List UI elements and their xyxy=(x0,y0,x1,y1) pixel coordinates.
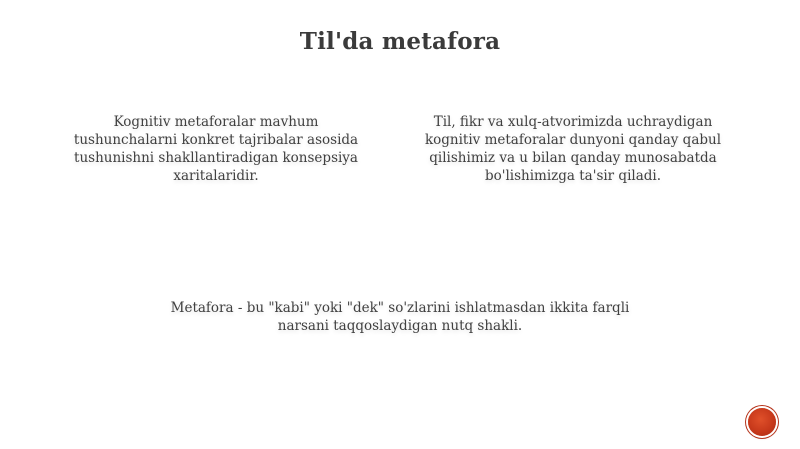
bottom-text-line: Metafora - bu "kabi" yoki "dek" so'zlarini ishlatmasdan ikkita farqli xyxy=(170,300,630,316)
right-text-line: Til, fikr va xulq-atvorimizda uchraydigan xyxy=(433,114,713,130)
bottom-text-block xyxy=(130,299,670,335)
right-text-line: qilishimiz va u bilan qanday munosabatda xyxy=(429,150,717,166)
right-text-block xyxy=(412,113,734,185)
left-text-block xyxy=(58,113,374,185)
right-text-line: kognitiv metaforalar dunyoni qanday qabul xyxy=(424,132,722,148)
left-text-line: Kognitiv metaforalar mavhum xyxy=(113,114,319,130)
left-text-line: tushunishni shakllantiradigan konsepsiya xyxy=(74,150,358,166)
left-text-line: tushunchalarni konkret tajribalar asosida xyxy=(73,132,359,148)
bottom-text-line: narsani taqqoslaydigan nutq shakli. xyxy=(277,318,523,334)
left-text-line: xaritalaridir. xyxy=(173,168,259,184)
circle-nav-button-icon[interactable] xyxy=(748,408,776,436)
right-text-line: bo'lishimizga ta'sir qiladi. xyxy=(484,168,662,184)
slide-title: Til'da metafora xyxy=(299,28,501,55)
